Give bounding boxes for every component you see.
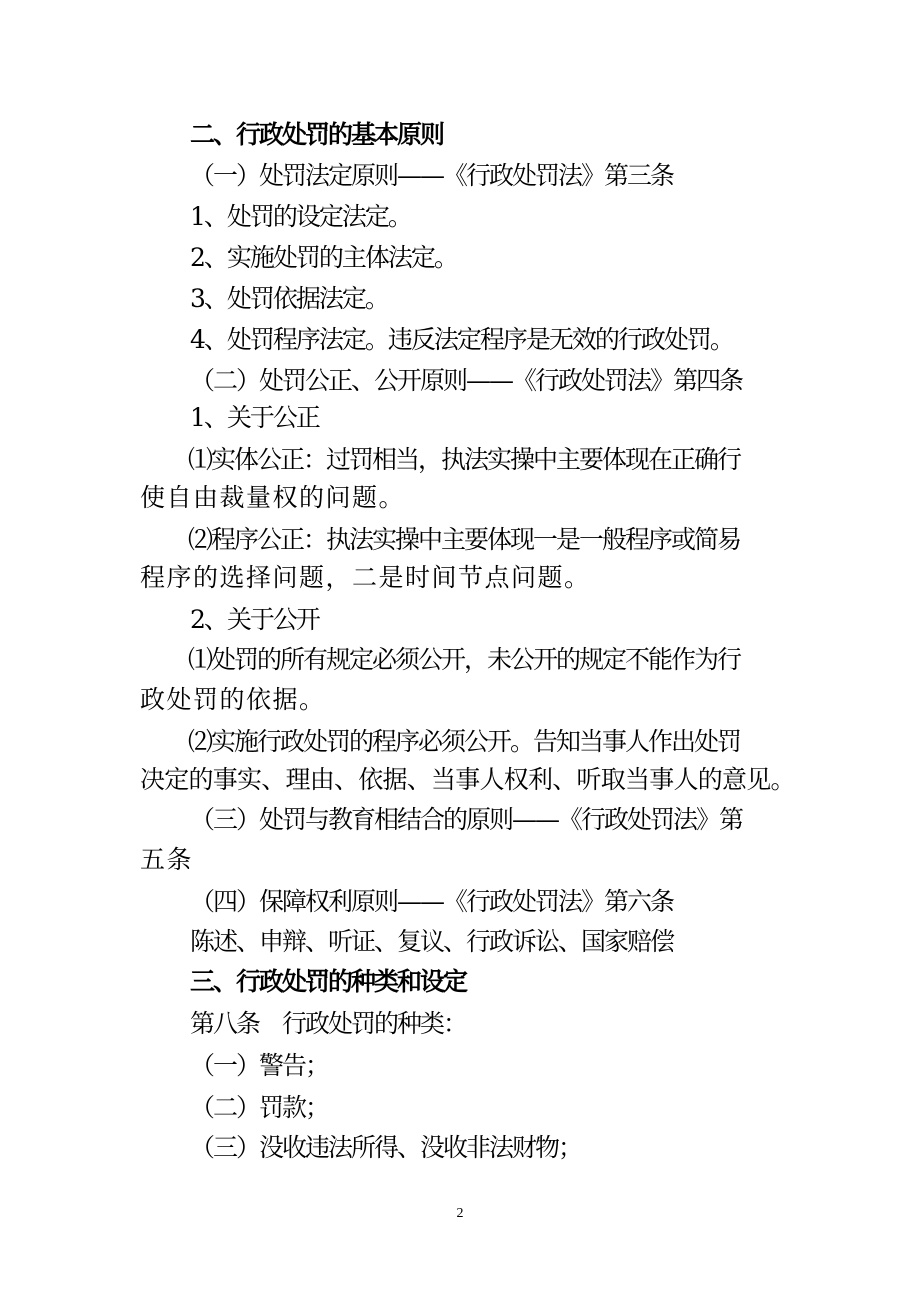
- paragraph-line: ⑴实体公正：过罚相当，执法实操中主要体现在正确行: [188, 445, 741, 474]
- subsection-heading-1: （一）处罚法定原则——《行政处罚法》第三条: [190, 161, 674, 190]
- article-heading: 第八条 行政处罚的种类：: [190, 1009, 467, 1038]
- list-item: 1、关于公正: [190, 403, 319, 432]
- list-item: （一）警告；: [190, 1051, 329, 1080]
- list-item: 2、关于公开: [190, 605, 319, 634]
- list-item: 2、实施处罚的主体法定。: [190, 243, 457, 272]
- paragraph-line: 使自由裁量权的问题。: [140, 483, 406, 512]
- subsection-heading-3: （三）处罚与教育相结合的原则——《行政处罚法》第: [190, 805, 743, 834]
- list-item: （二）罚款；: [190, 1093, 329, 1122]
- paragraph-line: ⑵程序公正：执法实操中主要体现一是一般程序或简易: [188, 525, 741, 554]
- list-item: （三）没收违法所得、没收非法财物；: [190, 1133, 582, 1162]
- paragraph-line: 政处罚的依据。: [140, 685, 326, 714]
- section-heading-3: 三、行政处罚的种类和设定: [190, 967, 467, 996]
- paragraph-line: ⑴处罚的所有规定必须公开，未公开的规定不能作为行: [188, 645, 741, 674]
- section-heading-2: 二、行政处罚的基本原则: [190, 120, 444, 149]
- subsection-heading-4: （四）保障权利原则——《行政处罚法》第六条: [190, 887, 674, 916]
- paragraph-line: 五条: [140, 845, 194, 874]
- page-number: 2: [456, 1206, 464, 1221]
- list-item: 4、处罚程序法定。违反法定程序是无效的行政处罚。: [190, 325, 733, 354]
- paragraph-line: ⑵实施行政处罚的程序必须公开。告知当事人作出处罚: [188, 727, 741, 756]
- subsection-heading-2: （二）处罚公正、公开原则——《行政处罚法》第四条: [190, 366, 743, 395]
- paragraph-line: 决定的事实、理由、依据、当事人权利、听取当事人的意见。: [140, 765, 795, 794]
- paragraph-line: 陈述、申辩、听证、复议、行政诉讼、国家赔偿: [190, 927, 674, 956]
- list-item: 1、处罚的设定法定。: [190, 202, 411, 231]
- paragraph-line: 程序的选择问题，二是时间节点问题。: [140, 563, 591, 592]
- list-item: 3、处罚依据法定。: [190, 284, 388, 313]
